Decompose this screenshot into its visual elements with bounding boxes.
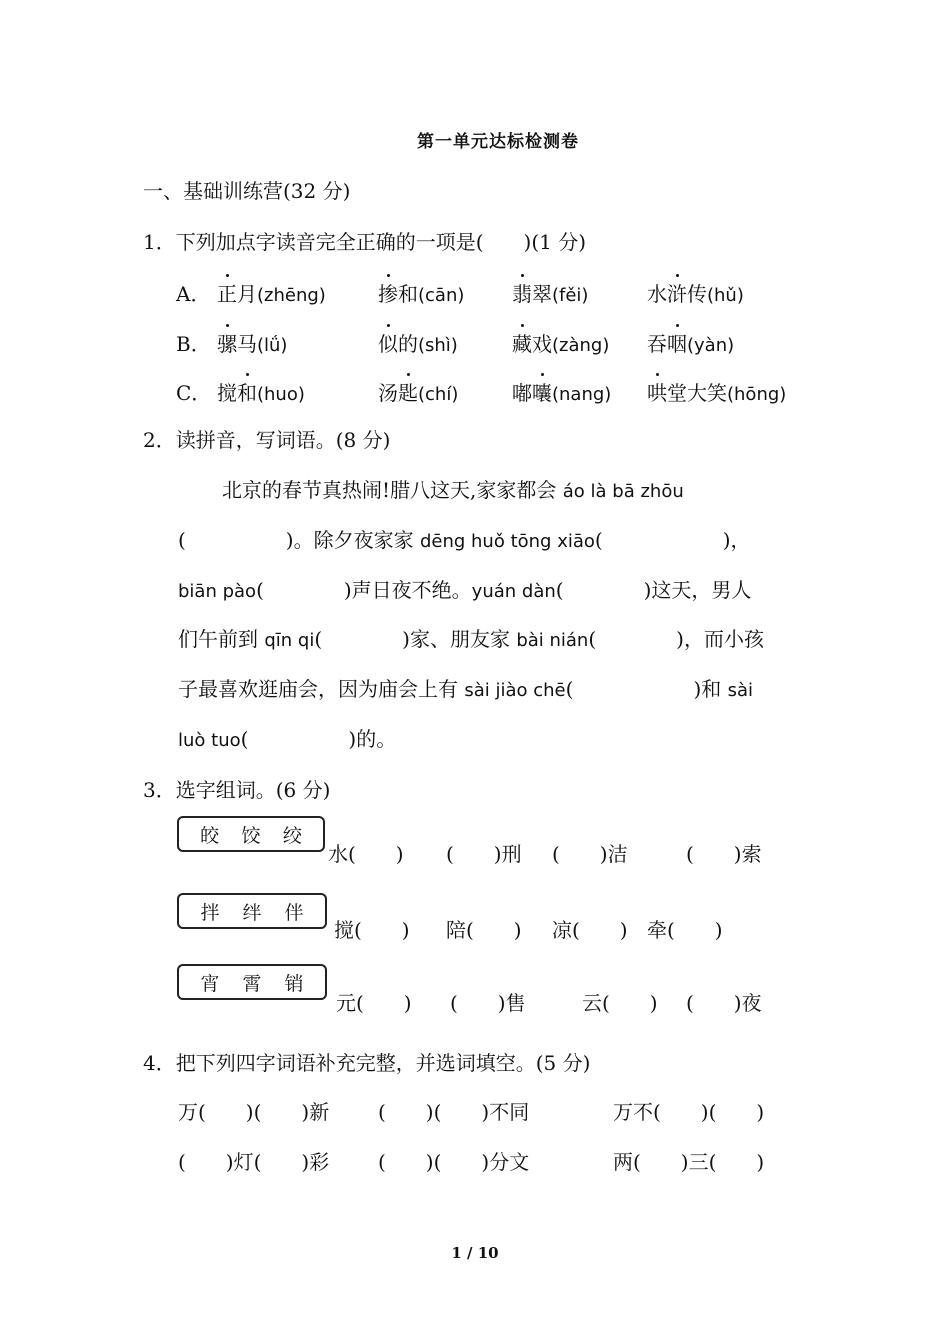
passage-text: ( )， — [594, 528, 751, 552]
passage-line — [222, 480, 684, 501]
pinyin: sài jiào chē — [464, 680, 566, 701]
dotted-char: 匙 — [398, 381, 418, 405]
character-box — [177, 893, 327, 929]
option-item — [512, 334, 609, 355]
passage-text: ( )。除夕夜家家 — [178, 528, 420, 552]
box-char: 伴 — [284, 901, 304, 924]
plain-char: 汤 — [378, 381, 398, 405]
passage-text: ( )这天，男人 — [555, 578, 752, 602]
character-box — [177, 816, 325, 852]
box-char: 宵 — [200, 972, 220, 995]
box-char: 饺 — [241, 824, 261, 847]
word-blank: 水( ) — [328, 842, 404, 866]
dotted-char: 正 — [217, 282, 237, 306]
box-char: 销 — [284, 972, 304, 995]
pinyin: (lǘ) — [257, 335, 288, 356]
option-item — [647, 383, 786, 404]
word-blank: ( )索 — [686, 842, 762, 866]
option-label: A． — [176, 282, 211, 306]
passage-text: ( )，而小孩 — [588, 627, 764, 651]
pinyin: bài nián — [516, 630, 589, 651]
idiom-blank: ( )( )分文 — [378, 1150, 530, 1174]
question-2-stem: 2．读拼音，写词语。(8 分) — [143, 428, 391, 452]
passage-line — [178, 580, 751, 601]
idiom-blank: 两( )三( ) — [613, 1150, 765, 1174]
passage-text: 子最喜欢逛庙会，因为庙会上有 — [178, 677, 465, 701]
passage-line — [178, 679, 753, 700]
option-item — [217, 383, 305, 404]
pinyin: luò tuo — [178, 730, 241, 751]
word-blank: 牵( ) — [647, 918, 723, 942]
question-1-stem: 1．下列加点字读音完全正确的一项是( )(1 分) — [143, 230, 587, 254]
question-4-stem: 4．把下列四字词语补充完整，并选词填空。(5 分) — [143, 1051, 591, 1075]
pinyin: (hǔ) — [707, 285, 744, 306]
question-3-stem: 3．选字组词。(6 分) — [143, 778, 331, 802]
idiom-blank: 万( )( )新 — [178, 1100, 330, 1124]
idiom-blank: ( )( )不同 — [378, 1100, 530, 1124]
box-char: 霄 — [242, 972, 262, 995]
word-blank: ( )售 — [450, 991, 526, 1015]
plain-char: 堂大笑 — [667, 381, 727, 405]
option-item — [217, 284, 326, 305]
word-blank: 元( ) — [336, 991, 412, 1015]
pinyin: (zhēng) — [257, 285, 326, 306]
box-char: 绞 — [282, 824, 302, 847]
word-blank: ( )夜 — [686, 991, 762, 1015]
box-char: 绊 — [242, 901, 262, 924]
pinyin: (zàng) — [552, 335, 610, 356]
plain-char: 传 — [687, 282, 707, 306]
word-blank: ( )刑 — [446, 842, 522, 866]
section-heading: 一、基础训练营(32 分) — [143, 179, 351, 203]
plain-char: 翠 — [532, 282, 552, 306]
dotted-char: 咽 — [667, 332, 687, 356]
plain-char: 的 — [398, 332, 418, 356]
passage-text: ( )家、朋友家 — [314, 627, 517, 651]
plain-char: 吞 — [647, 332, 667, 356]
plain-char: 搅 — [217, 381, 237, 405]
passage-text: 们午前到 — [178, 627, 265, 651]
pinyin: (huo) — [257, 384, 305, 405]
dotted-char: 和 — [237, 381, 257, 405]
pinyin: (fěi) — [552, 285, 589, 306]
dotted-char: 浒 — [667, 282, 687, 306]
page-title: 第一单元达标检测卷 — [417, 132, 579, 152]
plain-char: 戏 — [532, 332, 552, 356]
page-number: 1 / 10 — [451, 1244, 499, 1262]
plain-char: 水 — [647, 282, 667, 306]
pinyin: (yàn) — [687, 335, 735, 356]
option-label: C． — [176, 381, 212, 405]
dotted-char: 藏 — [512, 332, 532, 356]
plain-char: 嘟 — [512, 381, 532, 405]
option-item — [378, 383, 458, 404]
pinyin: (shì) — [418, 335, 458, 356]
idiom-blank: 万不( )( ) — [613, 1100, 765, 1124]
box-char: 皎 — [200, 824, 220, 847]
passage-line — [178, 629, 764, 650]
pinyin: yuán dàn — [471, 581, 556, 602]
option-item — [378, 284, 464, 305]
pinyin: dēng huǒ tōng xiāo — [419, 531, 595, 552]
character-box — [177, 964, 327, 1000]
dotted-char: 骡 — [217, 332, 237, 356]
plain-char: 马 — [237, 332, 257, 356]
passage-text: ( )声日夜不绝。 — [256, 578, 472, 602]
dotted-char: 哄 — [647, 381, 667, 405]
option-label: B． — [176, 332, 211, 356]
pinyin: (chí) — [418, 384, 459, 405]
plain-char: 和 — [398, 282, 418, 306]
passage-text: 北京的春节真热闹!腊八这天,家家都会 — [222, 478, 563, 502]
passage-text: ( )的。 — [240, 727, 397, 751]
word-blank: 搅( ) — [334, 918, 410, 942]
dotted-char: 翡 — [512, 282, 532, 306]
pinyin: sài — [727, 680, 754, 701]
word-blank: 凉( ) — [552, 918, 628, 942]
dotted-char: 掺 — [378, 282, 398, 306]
option-item — [378, 334, 458, 355]
word-blank: 陪( ) — [446, 918, 522, 942]
passage-line — [178, 729, 396, 750]
pinyin: (cān) — [418, 285, 465, 306]
option-item — [217, 334, 287, 355]
option-item — [647, 284, 744, 305]
box-char: 拌 — [200, 901, 220, 924]
word-blank: 云( ) — [582, 991, 658, 1015]
passage-line — [178, 530, 751, 551]
pinyin: qīn qi — [264, 630, 315, 651]
word-blank: ( )洁 — [552, 842, 628, 866]
pinyin: (nang) — [552, 384, 612, 405]
option-item — [512, 383, 611, 404]
dotted-char: 囔 — [532, 381, 552, 405]
idiom-blank: ( )灯( )彩 — [178, 1150, 330, 1174]
dotted-char: 似 — [378, 332, 398, 356]
passage-text: ( )和 — [565, 677, 728, 701]
pinyin: áo là bā zhōu — [562, 481, 684, 502]
option-item — [512, 284, 588, 305]
pinyin: (hōng) — [727, 384, 787, 405]
plain-char: 月 — [237, 282, 257, 306]
option-item — [647, 334, 734, 355]
pinyin: biān pào — [178, 581, 257, 602]
